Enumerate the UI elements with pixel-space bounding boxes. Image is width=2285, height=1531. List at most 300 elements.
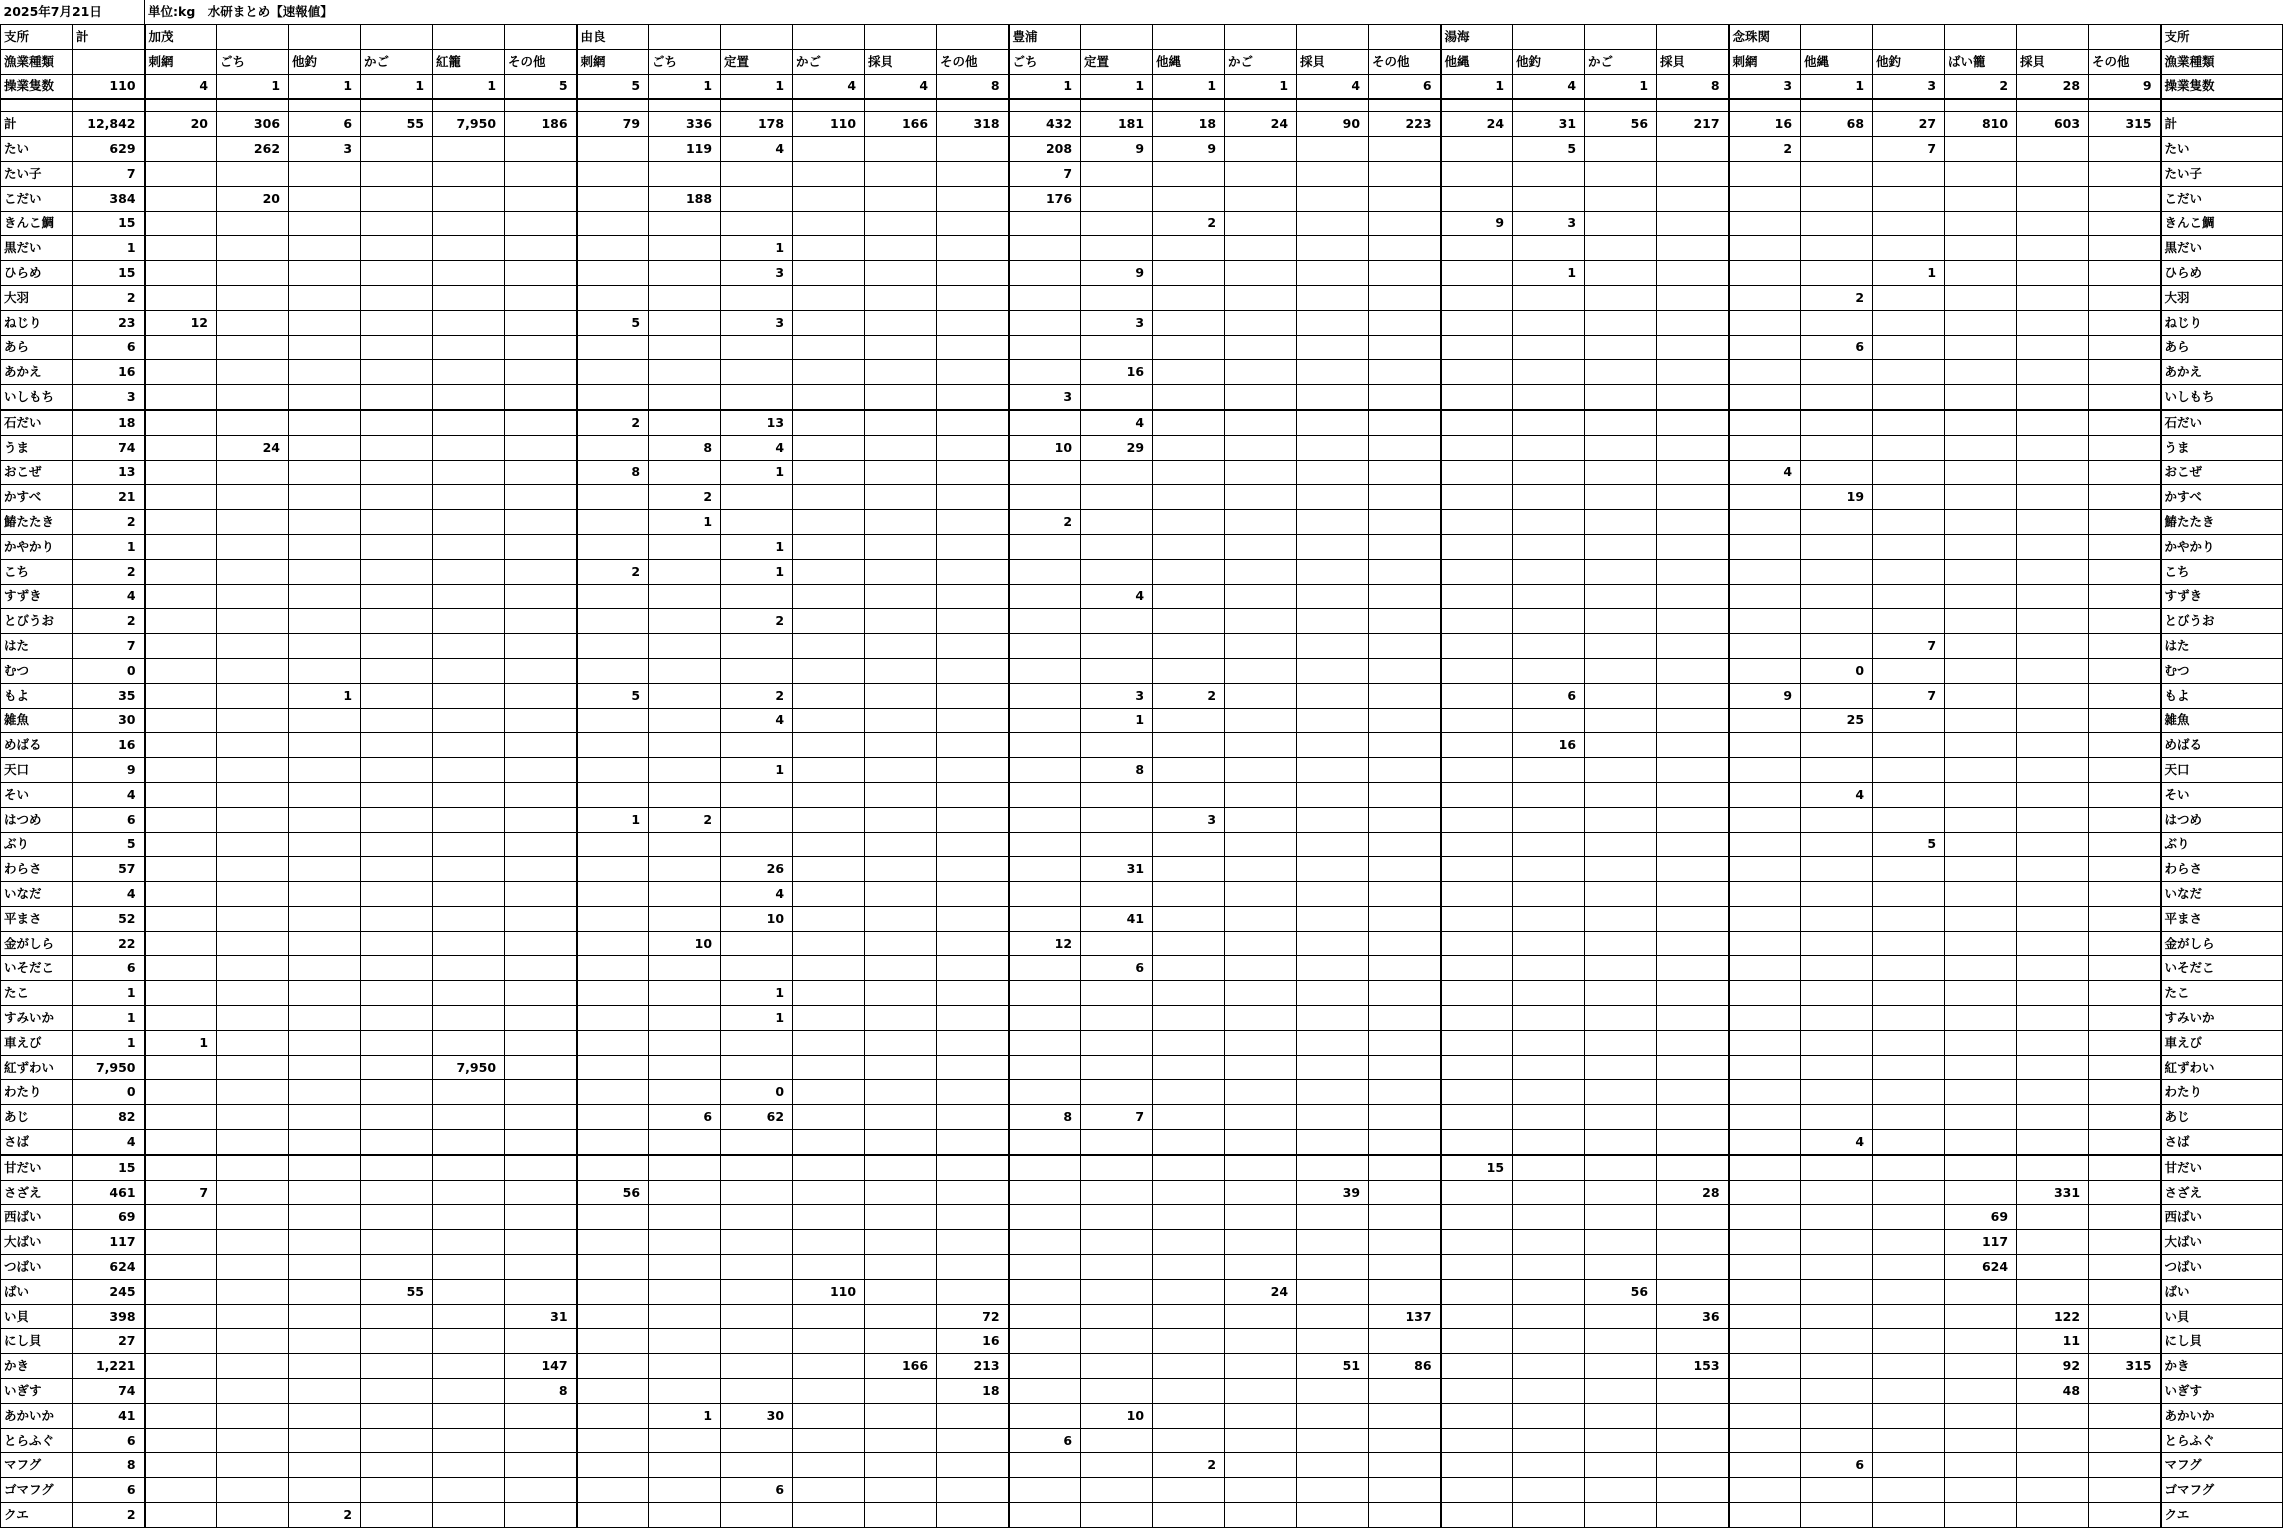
species-name[interactable]: 鰆たたき [1,510,73,535]
table-cell[interactable] [505,285,577,310]
table-cell[interactable] [2089,236,2161,261]
table-cell[interactable] [865,981,937,1006]
table-cell[interactable] [2089,485,2161,510]
table-cell[interactable] [1873,658,1945,683]
table-cell[interactable] [793,186,865,211]
table-cell[interactable] [1225,1055,1297,1080]
table-cell[interactable]: 1 [1081,708,1153,733]
right-species-name[interactable]: とびうお [2161,609,2283,634]
table-cell[interactable] [361,534,433,559]
table-cell[interactable] [1873,584,1945,609]
table-cell[interactable] [1369,1403,1441,1428]
table-cell[interactable] [1729,1230,1801,1255]
table-cell[interactable] [937,1180,1009,1205]
table-cell[interactable] [217,1055,289,1080]
right-species-name[interactable]: マフグ [2161,1453,2283,1478]
method-header-label[interactable]: 漁業種類 [1,49,73,74]
table-cell[interactable] [433,285,505,310]
table-cell[interactable] [433,137,505,162]
table-cell[interactable] [721,807,793,832]
table-cell[interactable]: 24 [1441,112,1513,137]
table-cell[interactable] [505,782,577,807]
table-cell[interactable] [577,1354,649,1379]
table-cell[interactable] [793,211,865,236]
table-cell[interactable] [649,882,721,907]
species-total[interactable]: 82 [73,1105,145,1130]
species-name[interactable]: たい子 [1,161,73,186]
table-cell[interactable]: 5 [1513,137,1585,162]
table-cell[interactable] [1873,807,1945,832]
species-name[interactable]: つばい [1,1255,73,1280]
table-cell[interactable] [937,1006,1009,1031]
table-cell[interactable] [145,857,217,882]
species-name[interactable]: あじ [1,1105,73,1130]
table-cell[interactable] [145,981,217,1006]
table-cell[interactable] [1297,1205,1369,1230]
table-cell[interactable] [793,733,865,758]
table-cell[interactable] [361,1304,433,1329]
table-cell[interactable]: 0 [721,1080,793,1105]
table-cell[interactable] [217,782,289,807]
table-cell[interactable] [1873,1453,1945,1478]
table-cell[interactable] [1441,410,1513,435]
table-cell[interactable] [793,460,865,485]
table-cell[interactable] [1225,1030,1297,1055]
table-cell[interactable] [865,485,937,510]
table-cell[interactable] [289,435,361,460]
table-cell[interactable] [721,1255,793,1280]
table-cell[interactable] [1009,559,1081,584]
table-cell[interactable] [865,807,937,832]
table-cell[interactable] [1009,634,1081,659]
table-cell[interactable] [289,882,361,907]
table-cell[interactable] [217,310,289,335]
table-cell[interactable]: 7 [1009,161,1081,186]
right-method-header-label[interactable]: 漁業種類 [2161,49,2283,74]
table-cell[interactable] [1153,832,1225,857]
table-cell[interactable] [721,584,793,609]
right-species-name[interactable]: もよ [2161,683,2283,708]
table-cell[interactable] [217,1503,289,1528]
table-cell[interactable] [1945,882,2017,907]
right-species-name[interactable]: 甘だい [2161,1155,2283,1180]
table-cell[interactable] [2017,485,2089,510]
species-total[interactable]: 15 [73,1155,145,1180]
method-name[interactable]: 採貝 [865,49,937,74]
table-cell[interactable]: 6 [1801,1453,1873,1478]
species-total[interactable]: 1,221 [73,1354,145,1379]
table-cell[interactable] [289,782,361,807]
species-name[interactable]: 金がしら [1,931,73,956]
table-cell[interactable] [649,534,721,559]
table-cell[interactable] [1873,1230,1945,1255]
table-cell[interactable]: 36 [1657,1304,1729,1329]
table-cell[interactable] [145,584,217,609]
table-cell[interactable] [289,857,361,882]
table-cell[interactable] [1729,1379,1801,1404]
table-cell[interactable] [289,1055,361,1080]
table-cell[interactable] [793,1155,865,1180]
table-cell[interactable] [865,733,937,758]
table-cell[interactable] [1297,906,1369,931]
table-cell[interactable] [2089,733,2161,758]
table-cell[interactable] [145,1006,217,1031]
table-cell[interactable] [1585,261,1657,286]
table-cell[interactable] [2017,285,2089,310]
table-cell[interactable]: 2 [1153,683,1225,708]
table-cell[interactable] [1801,956,1873,981]
table-cell[interactable] [1009,832,1081,857]
table-cell[interactable] [145,1105,217,1130]
table-cell[interactable] [649,1180,721,1205]
table-cell[interactable] [289,1130,361,1155]
table-cell[interactable] [649,1080,721,1105]
table-cell[interactable] [505,410,577,435]
table-cell[interactable]: 27 [1873,112,1945,137]
table-cell[interactable]: 9 [1729,683,1801,708]
table-cell[interactable] [1657,1130,1729,1155]
method-name[interactable]: 他縄 [1801,49,1873,74]
table-cell[interactable] [1153,906,1225,931]
table-cell[interactable] [1657,460,1729,485]
table-cell[interactable] [145,882,217,907]
table-cell[interactable] [505,956,577,981]
table-cell[interactable] [1945,1105,2017,1130]
table-cell[interactable] [1945,236,2017,261]
table-cell[interactable]: 55 [361,1279,433,1304]
table-cell[interactable] [577,634,649,659]
table-cell[interactable] [361,1105,433,1130]
table-cell[interactable] [1153,1354,1225,1379]
table-cell[interactable] [505,882,577,907]
table-cell[interactable] [865,1329,937,1354]
table-cell[interactable] [793,510,865,535]
table-cell[interactable] [865,857,937,882]
table-cell[interactable] [649,161,721,186]
table-cell[interactable] [1009,534,1081,559]
table-cell[interactable] [1441,1403,1513,1428]
table-cell[interactable] [577,658,649,683]
table-cell[interactable] [1513,1080,1585,1105]
table-cell[interactable] [2017,782,2089,807]
table-cell[interactable] [1441,435,1513,460]
table-cell[interactable] [289,1428,361,1453]
table-cell[interactable] [1585,658,1657,683]
table-cell[interactable] [1873,1030,1945,1055]
table-cell[interactable] [937,1155,1009,1180]
table-cell[interactable] [1729,261,1801,286]
table-cell[interactable] [505,584,577,609]
table-cell[interactable] [505,137,577,162]
table-cell[interactable] [361,906,433,931]
table-cell[interactable] [433,857,505,882]
table-cell[interactable] [865,236,937,261]
table-cell[interactable] [1801,1030,1873,1055]
table-cell[interactable] [1297,956,1369,981]
method-name[interactable]: 定置 [1081,49,1153,74]
table-cell[interactable] [289,708,361,733]
table-cell[interactable] [2089,708,2161,733]
table-cell[interactable] [1297,981,1369,1006]
row-total[interactable]: 110 [73,74,145,99]
table-cell[interactable] [2089,460,2161,485]
table-cell[interactable]: 4 [865,74,937,99]
table-cell[interactable] [1945,584,2017,609]
table-cell[interactable] [2017,981,2089,1006]
table-cell[interactable]: 1 [433,74,505,99]
table-cell[interactable]: 6 [649,1105,721,1130]
table-cell[interactable] [1225,211,1297,236]
table-cell[interactable] [1513,882,1585,907]
table-cell[interactable] [1225,981,1297,1006]
table-cell[interactable] [793,137,865,162]
table-cell[interactable]: 1 [721,74,793,99]
table-cell[interactable] [1585,857,1657,882]
table-cell[interactable] [433,261,505,286]
table-cell[interactable] [1873,782,1945,807]
table-cell[interactable] [1297,435,1369,460]
table-cell[interactable] [1297,1453,1369,1478]
table-cell[interactable]: 1 [721,236,793,261]
table-cell[interactable] [289,1329,361,1354]
table-cell[interactable] [793,1503,865,1528]
right-species-name[interactable]: いぎす [2161,1379,2283,1404]
table-cell[interactable] [1585,1080,1657,1105]
table-cell[interactable] [1585,1329,1657,1354]
right-species-name[interactable]: いそだこ [2161,956,2283,981]
table-cell[interactable] [1369,956,1441,981]
table-cell[interactable] [937,435,1009,460]
table-cell[interactable] [1513,335,1585,360]
table-cell[interactable] [289,1030,361,1055]
table-cell[interactable] [145,285,217,310]
table-cell[interactable] [1873,857,1945,882]
method-name[interactable]: かご [1225,49,1297,74]
species-total[interactable]: 4 [73,1130,145,1155]
table-cell[interactable] [937,1403,1009,1428]
species-name[interactable]: むつ [1,658,73,683]
table-cell[interactable] [1225,186,1297,211]
table-cell[interactable] [937,807,1009,832]
branch-blank[interactable] [433,25,505,50]
table-cell[interactable]: 48 [2017,1379,2089,1404]
branch-blank[interactable] [1369,25,1441,50]
table-cell[interactable] [145,1354,217,1379]
table-cell[interactable] [2089,1453,2161,1478]
table-cell[interactable] [1585,410,1657,435]
table-cell[interactable] [2089,335,2161,360]
table-cell[interactable] [1729,782,1801,807]
table-cell[interactable] [1369,609,1441,634]
table-cell[interactable] [1657,857,1729,882]
species-total[interactable]: 1 [73,236,145,261]
species-name[interactable]: 石だい [1,410,73,435]
table-cell[interactable]: 4 [1513,74,1585,99]
table-cell[interactable] [1153,1403,1225,1428]
table-cell[interactable] [505,1478,577,1503]
table-cell[interactable] [1153,435,1225,460]
branch-header-label[interactable]: 支所 [1,25,73,50]
table-cell[interactable]: 8 [1009,1105,1081,1130]
table-cell[interactable] [2089,360,2161,385]
table-cell[interactable] [433,683,505,708]
species-total[interactable]: 2 [73,559,145,584]
table-cell[interactable] [1801,534,1873,559]
table-cell[interactable] [1441,733,1513,758]
table-cell[interactable] [1441,385,1513,410]
table-cell[interactable] [505,211,577,236]
table-cell[interactable]: 9 [1081,261,1153,286]
table-cell[interactable] [1153,186,1225,211]
table-cell[interactable] [937,758,1009,783]
table-cell[interactable] [505,1329,577,1354]
table-cell[interactable] [1513,1180,1585,1205]
table-cell[interactable]: 213 [937,1354,1009,1379]
table-cell[interactable] [1225,485,1297,510]
table-cell[interactable] [937,609,1009,634]
table-cell[interactable] [433,534,505,559]
table-cell[interactable] [1729,485,1801,510]
table-cell[interactable] [577,1403,649,1428]
species-total[interactable]: 7 [73,634,145,659]
table-cell[interactable] [865,534,937,559]
table-cell[interactable]: 24 [217,435,289,460]
species-name[interactable]: い貝 [1,1304,73,1329]
table-cell[interactable]: 11 [2017,1329,2089,1354]
table-cell[interactable] [865,1180,937,1205]
table-cell[interactable] [1801,1379,1873,1404]
table-cell[interactable] [505,1453,577,1478]
table-cell[interactable] [1009,335,1081,360]
table-cell[interactable] [505,832,577,857]
method-name[interactable]: かご [793,49,865,74]
table-cell[interactable] [217,335,289,360]
table-cell[interactable] [433,1255,505,1280]
table-cell[interactable] [1729,584,1801,609]
table-cell[interactable] [865,832,937,857]
table-cell[interactable] [217,1329,289,1354]
table-cell[interactable] [1657,1379,1729,1404]
table-cell[interactable] [1657,658,1729,683]
table-cell[interactable] [1225,285,1297,310]
table-cell[interactable] [577,186,649,211]
table-cell[interactable] [1441,981,1513,1006]
table-cell[interactable] [1657,1230,1729,1255]
table-cell[interactable] [721,285,793,310]
table-cell[interactable]: 122 [2017,1304,2089,1329]
table-cell[interactable] [361,634,433,659]
method-name[interactable]: 他釣 [289,49,361,74]
table-cell[interactable] [505,559,577,584]
table-cell[interactable]: 56 [1585,112,1657,137]
table-cell[interactable] [2089,435,2161,460]
table-cell[interactable] [1513,360,1585,385]
table-cell[interactable] [1513,1379,1585,1404]
species-total[interactable]: 4 [73,882,145,907]
table-cell[interactable] [1873,410,1945,435]
table-cell[interactable] [1369,758,1441,783]
table-cell[interactable] [1369,335,1441,360]
table-cell[interactable] [721,1329,793,1354]
table-cell[interactable] [1657,261,1729,286]
right-species-name[interactable]: かき [2161,1354,2283,1379]
species-name[interactable]: 西ばい [1,1205,73,1230]
table-cell[interactable] [649,832,721,857]
table-cell[interactable] [1225,857,1297,882]
table-cell[interactable] [433,609,505,634]
species-name[interactable]: にし貝 [1,1329,73,1354]
table-cell[interactable] [1153,931,1225,956]
table-cell[interactable] [145,559,217,584]
table-cell[interactable] [361,1478,433,1503]
table-cell[interactable] [1801,510,1873,535]
table-cell[interactable] [1009,882,1081,907]
table-cell[interactable] [2017,1105,2089,1130]
table-cell[interactable] [361,683,433,708]
table-cell[interactable] [1657,385,1729,410]
table-cell[interactable] [217,1354,289,1379]
table-cell[interactable] [865,1453,937,1478]
table-cell[interactable] [1225,609,1297,634]
table-cell[interactable] [1585,186,1657,211]
table-cell[interactable] [649,1428,721,1453]
table-cell[interactable] [1009,1055,1081,1080]
table-cell[interactable] [289,534,361,559]
table-cell[interactable] [505,1006,577,1031]
table-cell[interactable] [289,161,361,186]
table-cell[interactable] [1657,485,1729,510]
table-cell[interactable] [1657,1080,1729,1105]
table-cell[interactable] [1009,1080,1081,1105]
table-cell[interactable] [361,1205,433,1230]
table-cell[interactable] [1873,1205,1945,1230]
table-cell[interactable] [937,236,1009,261]
table-cell[interactable] [361,1428,433,1453]
table-cell[interactable] [1153,1205,1225,1230]
table-cell[interactable] [1513,310,1585,335]
table-cell[interactable]: 25 [1801,708,1873,733]
table-cell[interactable] [433,460,505,485]
table-cell[interactable] [433,360,505,385]
branch-name[interactable]: 豊浦 [1009,25,1081,50]
table-cell[interactable] [1441,236,1513,261]
table-cell[interactable] [937,584,1009,609]
table-cell[interactable] [1441,1055,1513,1080]
table-cell[interactable] [289,584,361,609]
table-cell[interactable] [1225,1354,1297,1379]
table-cell[interactable] [2089,385,2161,410]
table-cell[interactable] [361,137,433,162]
table-cell[interactable] [289,1478,361,1503]
table-cell[interactable]: 1 [1225,74,1297,99]
table-cell[interactable]: 1 [721,981,793,1006]
table-cell[interactable] [361,335,433,360]
table-cell[interactable] [1585,1205,1657,1230]
method-name[interactable]: 採貝 [2017,49,2089,74]
species-total[interactable]: 0 [73,658,145,683]
table-cell[interactable] [433,1155,505,1180]
right-species-name[interactable]: あかえ [2161,360,2283,385]
table-cell[interactable] [1657,360,1729,385]
table-cell[interactable] [1801,559,1873,584]
table-cell[interactable] [865,261,937,286]
table-cell[interactable] [217,1403,289,1428]
table-cell[interactable] [1081,1304,1153,1329]
table-cell[interactable] [793,1453,865,1478]
table-cell[interactable] [433,1379,505,1404]
table-cell[interactable] [1369,1030,1441,1055]
table-cell[interactable]: 166 [865,112,937,137]
